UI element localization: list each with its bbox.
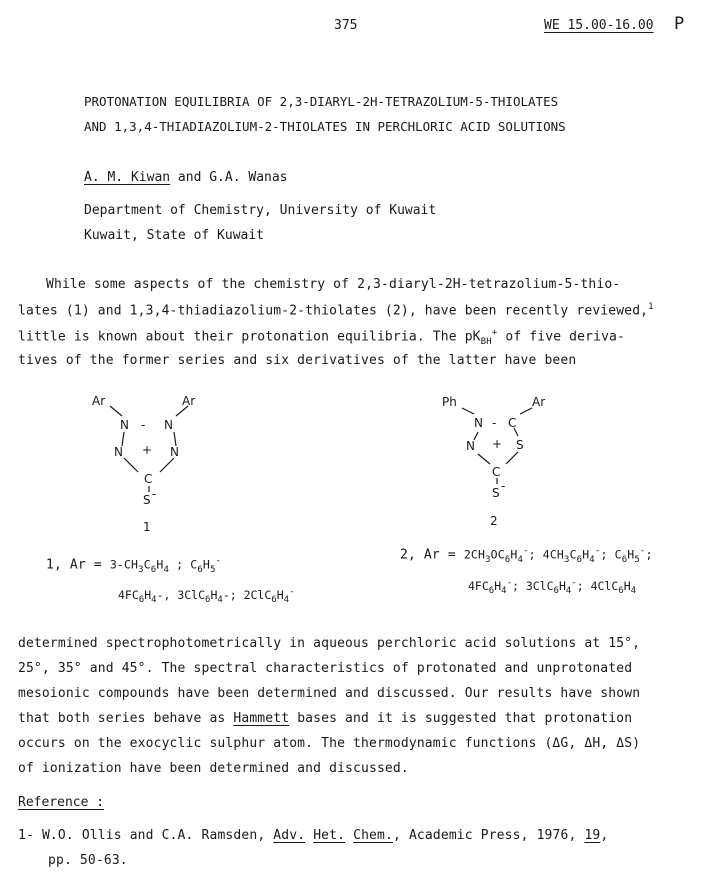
svg-text:C: C bbox=[508, 416, 517, 430]
hammett-term: Hammett bbox=[233, 711, 290, 726]
svg-text:S: S bbox=[516, 438, 524, 452]
svg-text:C: C bbox=[492, 465, 501, 479]
svg-text:S: S bbox=[492, 486, 500, 500]
svg-text:N: N bbox=[170, 445, 179, 459]
substituents-1-row-2: $4FC_6H_4-$, $3ClC_6H_4-$; $2ClC_6H_4^-$ bbox=[118, 587, 295, 606]
ar-label: Ar bbox=[532, 395, 546, 409]
svg-text:S: S bbox=[143, 493, 151, 507]
svg-text:+: + bbox=[492, 437, 503, 451]
substituents-2-row-2: $4FC_6H_4^-$; $3ClC_6H_4^-$; $4ClC_6H_4$ bbox=[468, 578, 637, 597]
svg-text:N: N bbox=[164, 418, 173, 432]
paragraph1-line-2: lates (1) and 1,3,4-thiadiazolium-2-thiolates (2), have been recently reviewed,$^1$ bbox=[18, 302, 654, 319]
page-number: 375 bbox=[334, 18, 358, 33]
title-line-2: AND 1,3,4-THIADIAZOLIUM-2-THIOLATES IN PERCHLORIC ACID SOLUTIONS bbox=[84, 119, 566, 134]
paragraph1-line-4: tives of the former series and six derivatives of the latter have been bbox=[18, 353, 577, 368]
coauthor: G.A. Wanas bbox=[209, 170, 288, 185]
svg-text:+: + bbox=[142, 443, 153, 457]
svg-text:-: - bbox=[152, 487, 157, 501]
paragraph2-line-4: that both series behave as Hammett bases and it is suggested that protonation bbox=[18, 711, 633, 726]
svg-text:N: N bbox=[120, 418, 129, 432]
svg-text:-: - bbox=[141, 418, 146, 432]
title-line-1: PROTONATION EQUILIBRIA OF 2,3-DIARYL-2H-TETRAZOLIUM-5-THIOLATES bbox=[84, 94, 559, 109]
paragraph2-line-5: occurs on the exocyclic sulphur atom. The thermodynamic functions (ΔG, ΔH, ΔS) bbox=[18, 736, 641, 751]
ar-left-label: Ar bbox=[92, 394, 106, 408]
references-heading: Reference : bbox=[18, 795, 105, 810]
ar-right-label: Ar bbox=[182, 394, 196, 408]
svg-text:-: - bbox=[492, 416, 497, 430]
presenting-author: A. M. Kiwan bbox=[84, 170, 171, 185]
affiliation-line-1: Department of Chemistry, University of Kuwait bbox=[84, 203, 437, 218]
svg-text:N: N bbox=[114, 445, 123, 459]
reference-1-pages: pp. 50-63. bbox=[48, 853, 128, 868]
substituents-1-row-1: 1, $Ar = 3-CH_3C_6H_4$ ; $C_6H_5^-$ bbox=[46, 556, 222, 575]
structure-1-label: 1 bbox=[143, 520, 151, 534]
svg-text:N: N bbox=[466, 439, 475, 453]
ph-label: Ph bbox=[442, 395, 457, 409]
structure-2-thiadiazolium bbox=[436, 392, 576, 540]
svg-text:N: N bbox=[474, 416, 483, 430]
session-time: WE 15.00-16.00 bbox=[544, 18, 654, 33]
svg-text:C: C bbox=[144, 472, 153, 486]
reference-1: 1- W.O. Ollis and C.A. Ramsden, Adv. Het. Chem., Academic Press, 1976, 19, bbox=[18, 828, 609, 843]
structure-2-label: 2 bbox=[490, 514, 498, 528]
paragraph2-line-2: 25°, 35° and 45°. The spectral characteristics of protonated and unprotonated bbox=[18, 661, 633, 676]
reference-number: 1- bbox=[18, 828, 34, 843]
paragraph2-line-3: mesoionic compounds have been determined and discussed. Our results have shown bbox=[18, 686, 641, 701]
substituents-2-row-1: 2, $Ar = 2CH_3OC_6H_4^-$; $4CH_3C_6H_4^-$; $C_6H_5^-$; bbox=[400, 546, 653, 565]
structure-1-tetrazolium bbox=[80, 392, 220, 540]
paragraph1-line-1: While some aspects of the chemistry of 2,3-diaryl-2H-tetrazolium-5-thio- bbox=[46, 277, 621, 292]
reference-marker: 1 bbox=[648, 302, 654, 312]
paragraph1-line-3: little is known about their protonation equilibria. The $pK_{BH}^+$ of five deriva- bbox=[18, 328, 626, 347]
authors: A. M. Kiwan and G.A. Wanas bbox=[84, 170, 288, 185]
paragraph2-line-1: determined spectrophotometrically in aqueous perchloric acid solutions at 15°, bbox=[18, 636, 641, 651]
presentation-type: P bbox=[674, 14, 685, 34]
svg-text:-: - bbox=[501, 479, 506, 493]
paragraph2-line-6: of ionization have been determined and discussed. bbox=[18, 761, 409, 776]
affiliation-line-2: Kuwait, State of Kuwait bbox=[84, 228, 265, 243]
